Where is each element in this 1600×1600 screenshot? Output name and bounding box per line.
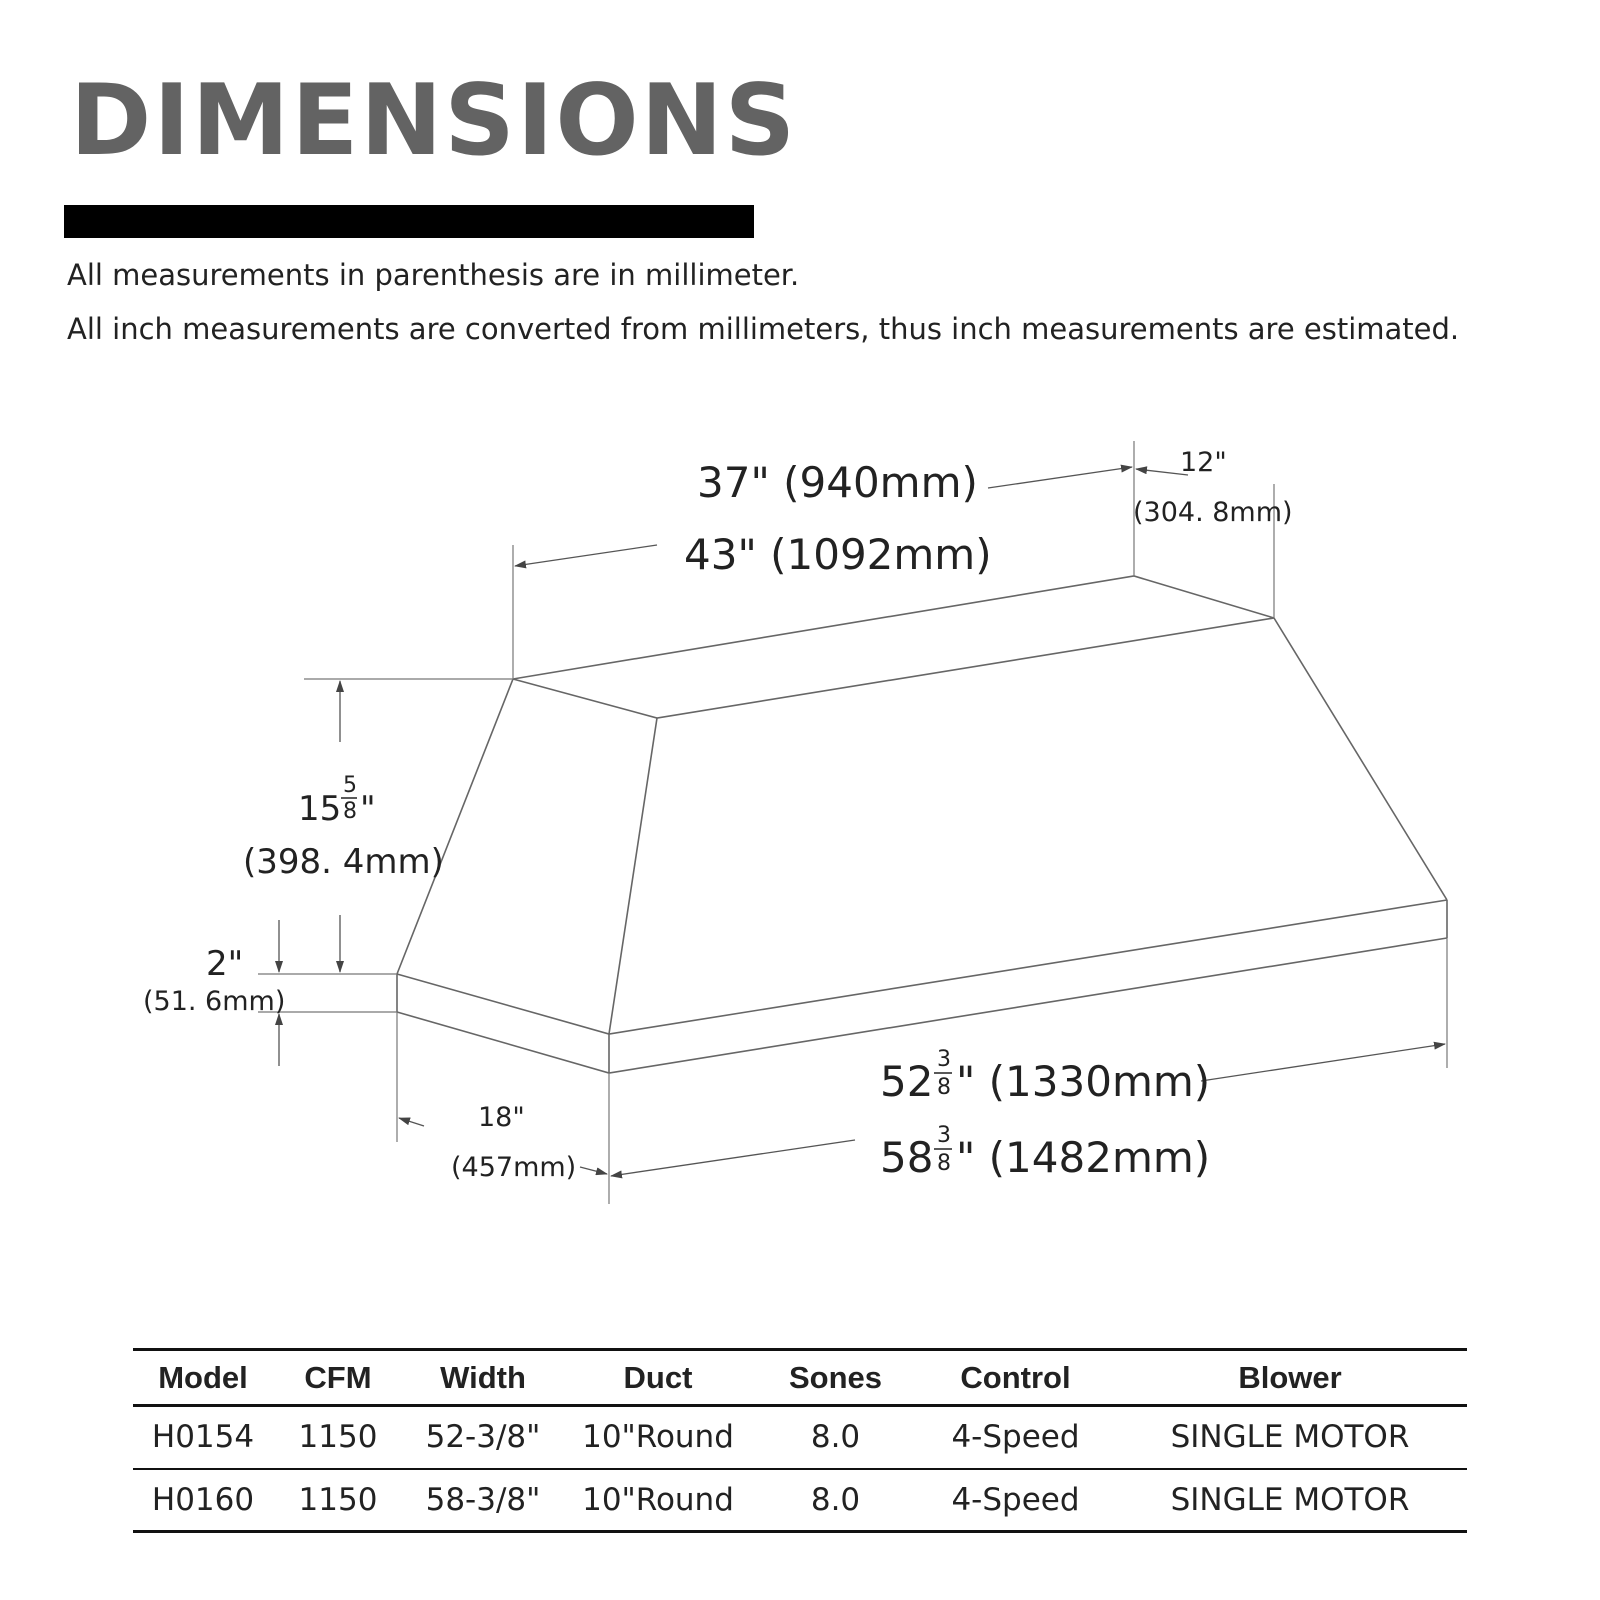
- hood-front-left-edge: [609, 718, 657, 1034]
- table-row: [133, 1469, 1467, 1532]
- arrow-top-width-left: [515, 545, 657, 566]
- label-top-depth-in: 12": [1180, 447, 1227, 478]
- col-cfm: CFM: [304, 1359, 372, 1395]
- cell-control: 4-Speed: [951, 1419, 1080, 1456]
- svg-text:5: 5: [343, 773, 357, 798]
- hood-outline: [397, 576, 1447, 1073]
- col-duct: Duct: [623, 1359, 693, 1395]
- hood-right-edge: [1274, 618, 1447, 900]
- svg-text:8: 8: [343, 799, 357, 824]
- col-blower: Blower: [1238, 1359, 1342, 1395]
- table-row: [133, 1406, 1467, 1469]
- svg-text:52: 52: [880, 1057, 934, 1106]
- svg-text:8: 8: [937, 1151, 951, 1176]
- table-header-row: [133, 1350, 1467, 1406]
- svg-text:" (1482mm): " (1482mm): [956, 1133, 1211, 1182]
- cell-width: 58-3/8": [425, 1481, 541, 1518]
- label-bottom-width-1: [880, 1047, 1210, 1106]
- svg-text:": ": [360, 789, 376, 829]
- label-top-width-1: 37" (940mm): [697, 458, 978, 507]
- label-top-depth-mm: (304. 8mm): [1133, 497, 1293, 528]
- note-inch-estimated: All inch measurements are converted from millimeters, thus inch measurements are estimated.: [67, 312, 1460, 346]
- label-bottom-width-2: [880, 1123, 1210, 1182]
- label-band-in: 2": [206, 944, 244, 984]
- hood-top-face: [513, 576, 1274, 718]
- hood-band-bottom: [397, 938, 1447, 1073]
- label-top-width-2: 43" (1092mm): [684, 530, 992, 579]
- hood-band-top: [397, 900, 1447, 1034]
- model-spec-table: [133, 1348, 1467, 1533]
- label-bottom-depth-in: 18": [478, 1102, 525, 1133]
- cell-blower: SINGLE MOTOR: [1170, 1419, 1410, 1456]
- arrow-bottom-width-left: [611, 1140, 855, 1176]
- svg-text:8: 8: [937, 1075, 951, 1100]
- cell-duct: 10"Round: [582, 1481, 734, 1518]
- page-title: DIMENSIONS: [70, 64, 798, 178]
- cell-blower: SINGLE MOTOR: [1170, 1481, 1410, 1518]
- col-sones: Sones: [788, 1359, 883, 1395]
- svg-text:" (1330mm): " (1330mm): [956, 1057, 1211, 1106]
- label-bottom-depth-mm: (457mm): [451, 1152, 577, 1183]
- arrow-bottom-width-right: [1201, 1044, 1445, 1081]
- svg-text:3: 3: [937, 1047, 951, 1072]
- arrow-bottom-depth-left: [399, 1118, 424, 1126]
- cell-sones: 8.0: [810, 1419, 861, 1456]
- col-width: Width: [440, 1359, 526, 1395]
- cell-model: H0160: [151, 1481, 255, 1518]
- label-height-fraction: [298, 773, 376, 829]
- cell-width: 52-3/8": [425, 1419, 541, 1456]
- cell-model: H0154: [151, 1419, 255, 1456]
- cell-cfm: 1150: [298, 1481, 378, 1518]
- col-control: Control: [960, 1359, 1071, 1395]
- hood-left-front-edge: [397, 679, 513, 974]
- arrow-bottom-depth-right: [580, 1167, 607, 1174]
- col-model: Model: [158, 1359, 248, 1395]
- note-millimeter: All measurements in parenthesis are in millimeter.: [67, 258, 800, 292]
- label-height-mm: (398. 4mm): [243, 842, 444, 882]
- svg-text:3: 3: [937, 1123, 951, 1148]
- cell-control: 4-Speed: [951, 1481, 1080, 1518]
- svg-text:15: 15: [298, 789, 342, 829]
- svg-text:58: 58: [880, 1133, 934, 1182]
- cell-cfm: 1150: [298, 1419, 378, 1456]
- cell-duct: 10"Round: [582, 1419, 734, 1456]
- arrow-top-width-right: [988, 467, 1132, 488]
- label-band-mm: (51. 6mm): [143, 986, 286, 1017]
- cell-sones: 8.0: [810, 1481, 861, 1518]
